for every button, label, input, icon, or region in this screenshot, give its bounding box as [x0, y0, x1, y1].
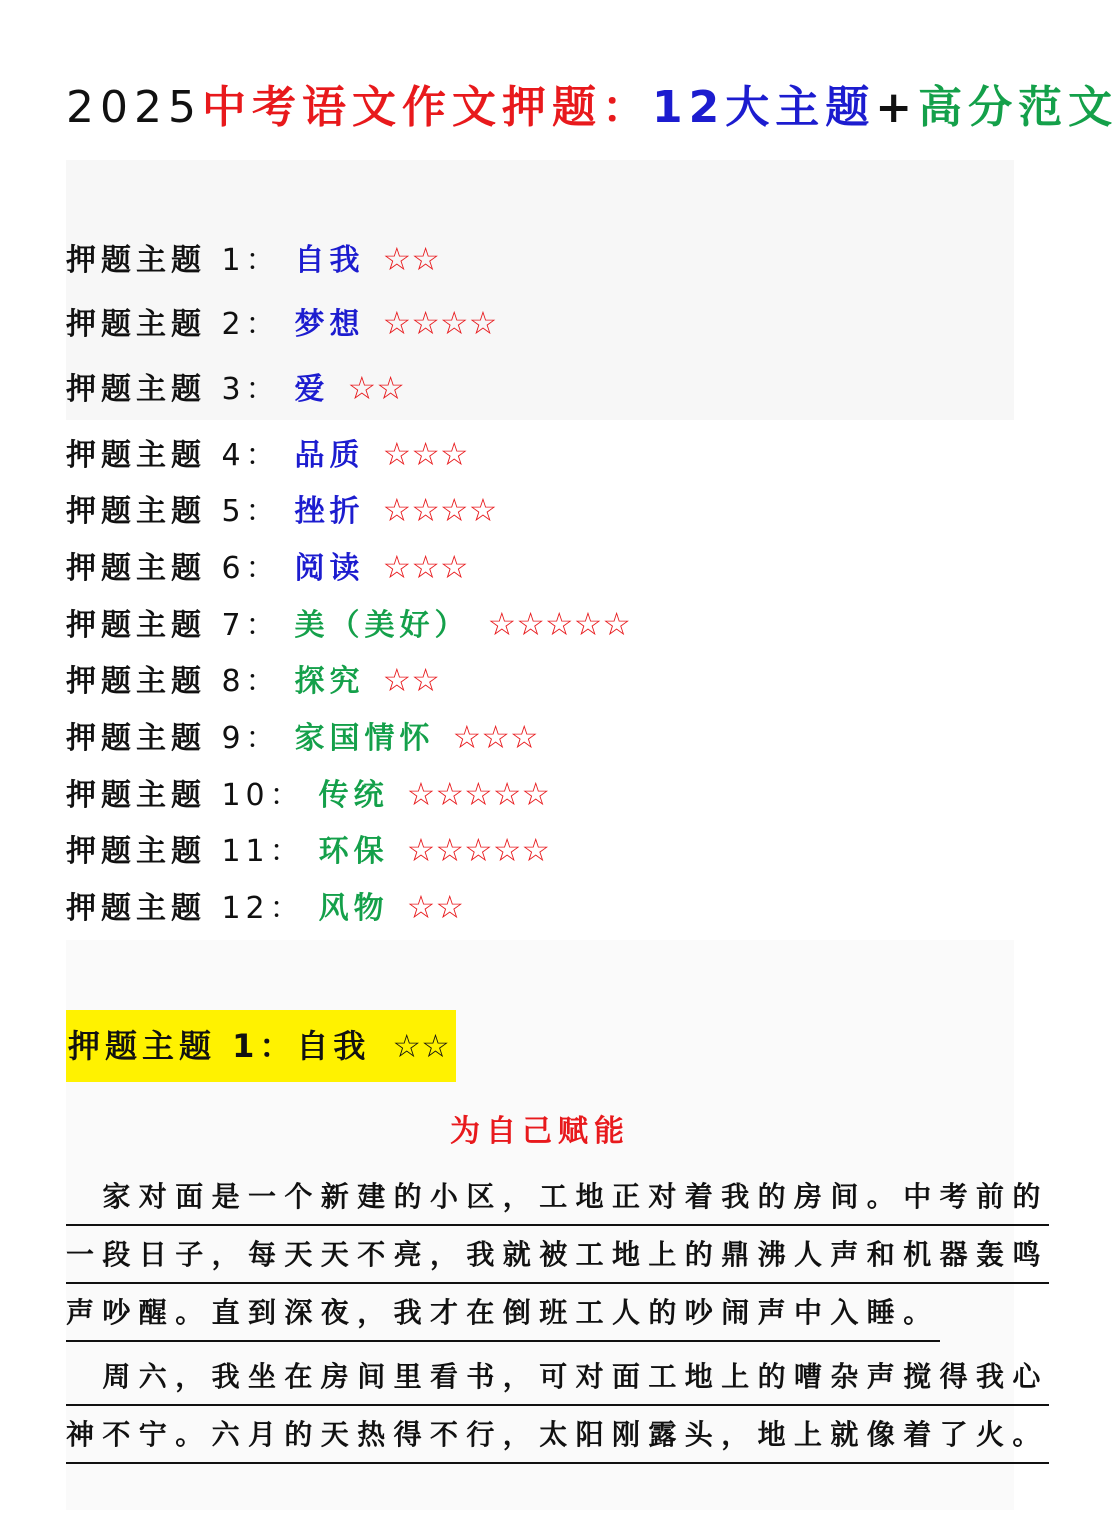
- topic-prefix: 押题主题: [66, 243, 206, 278]
- topic-number: 6：: [221, 551, 281, 586]
- topic-name: 美（美好）: [294, 608, 470, 643]
- page-title: [66, 76, 1118, 140]
- topic-number: 3：: [221, 372, 281, 407]
- topic-prefix: 押题主题: [66, 664, 206, 699]
- topic-prefix: 押题主题: [66, 721, 206, 756]
- star-rating: ☆☆☆: [382, 435, 469, 473]
- essay-line: 一段日子，每天天不亮，我就被工地上的鼎沸人声和机器轰鸣: [66, 1230, 1049, 1284]
- topic-number: 12：: [221, 891, 305, 926]
- star-rating: ☆☆: [406, 888, 465, 926]
- star-rating: ☆☆: [382, 240, 440, 278]
- star-rating: ☆☆: [392, 1027, 450, 1065]
- topic-row-6: [66, 543, 469, 591]
- topic-number: 8：: [221, 664, 281, 699]
- topic-name: 传统: [318, 778, 389, 813]
- topic-number: 9：: [221, 721, 281, 756]
- topic-row-3: [66, 364, 405, 412]
- topic-name: 阅读: [294, 551, 365, 586]
- title-model-essays: 高分范文: [918, 82, 1118, 133]
- star-rating: ☆☆: [382, 661, 440, 699]
- topic-row-12: [66, 883, 464, 931]
- topic-name: 品质: [294, 438, 365, 473]
- topic-number: 11：: [221, 834, 305, 869]
- star-rating: ☆☆☆☆☆: [406, 775, 551, 813]
- topic-prefix: 押题主题: [66, 438, 206, 473]
- topic-number: 10：: [221, 778, 305, 813]
- topic-number: 5：: [221, 494, 281, 529]
- topic-number: 2：: [221, 307, 281, 342]
- topic-number: 7：: [221, 608, 281, 643]
- title-plus: +: [875, 82, 919, 133]
- star-rating: ☆☆: [347, 369, 405, 407]
- essay-title: 为自己赋能: [450, 1114, 630, 1149]
- title-year: 2025: [66, 82, 202, 133]
- essay-line: 周六，我坐在房间里看书，可对面工地上的嘈杂声搅得我心: [66, 1352, 1049, 1406]
- topic-prefix: 押题主题: [66, 372, 206, 407]
- topic-name: 家国情怀: [294, 721, 435, 756]
- topic-number: 1：: [221, 243, 281, 278]
- star-rating: ☆☆☆☆☆: [406, 831, 551, 869]
- essay-line: 神不宁。六月的天热得不行，太阳刚露头，地上就像着了火。: [66, 1410, 1049, 1464]
- topic-row-2: [66, 299, 497, 347]
- star-rating: ☆☆☆: [382, 548, 469, 586]
- topic-row-5: [66, 486, 497, 534]
- topic-row-8: [66, 656, 440, 704]
- topic-row-9: [66, 713, 539, 761]
- topic-name: 探究: [294, 664, 365, 699]
- topic-prefix: 押题主题: [66, 891, 206, 926]
- topic-name: 自我: [294, 243, 365, 278]
- topic-name: 梦想: [294, 307, 365, 342]
- section-heading: [66, 1010, 456, 1082]
- topic-name: 环保: [318, 834, 389, 869]
- topic-name: 风物: [318, 891, 389, 926]
- topic-prefix: 押题主题: [66, 307, 206, 342]
- topic-row-11: [66, 826, 550, 874]
- title-exam-topic: 中考语文作文押题：: [201, 82, 652, 133]
- essay-line: 声吵醒。直到深夜，我才在倒班工人的吵闹声中入睡。: [66, 1288, 940, 1342]
- topic-prefix: 押题主题: [66, 778, 206, 813]
- star-rating: ☆☆☆☆: [382, 491, 498, 529]
- topic-prefix: 押题主题: [66, 551, 206, 586]
- topic-prefix: 押题主题: [66, 608, 206, 643]
- section-heading-text: 押题主题 1：自我: [68, 1027, 371, 1065]
- star-rating: ☆☆☆: [452, 718, 539, 756]
- topic-name: 挫折: [294, 494, 365, 529]
- star-rating: ☆☆☆☆☆: [487, 605, 631, 643]
- essay-line: 家对面是一个新建的小区，工地正对着我的房间。中考前的: [66, 1172, 1049, 1226]
- title-twelve-themes: 12大主题: [651, 82, 876, 133]
- topic-row-10: [66, 770, 550, 818]
- topic-prefix: 押题主题: [66, 494, 206, 529]
- topic-row-7: [66, 600, 631, 648]
- topic-number: 4：: [221, 438, 281, 473]
- topic-name: 爱: [294, 372, 330, 407]
- star-rating: ☆☆☆☆: [382, 304, 498, 342]
- topic-prefix: 押题主题: [66, 834, 206, 869]
- topic-row-4: [66, 430, 469, 478]
- topic-row-1: [66, 235, 440, 283]
